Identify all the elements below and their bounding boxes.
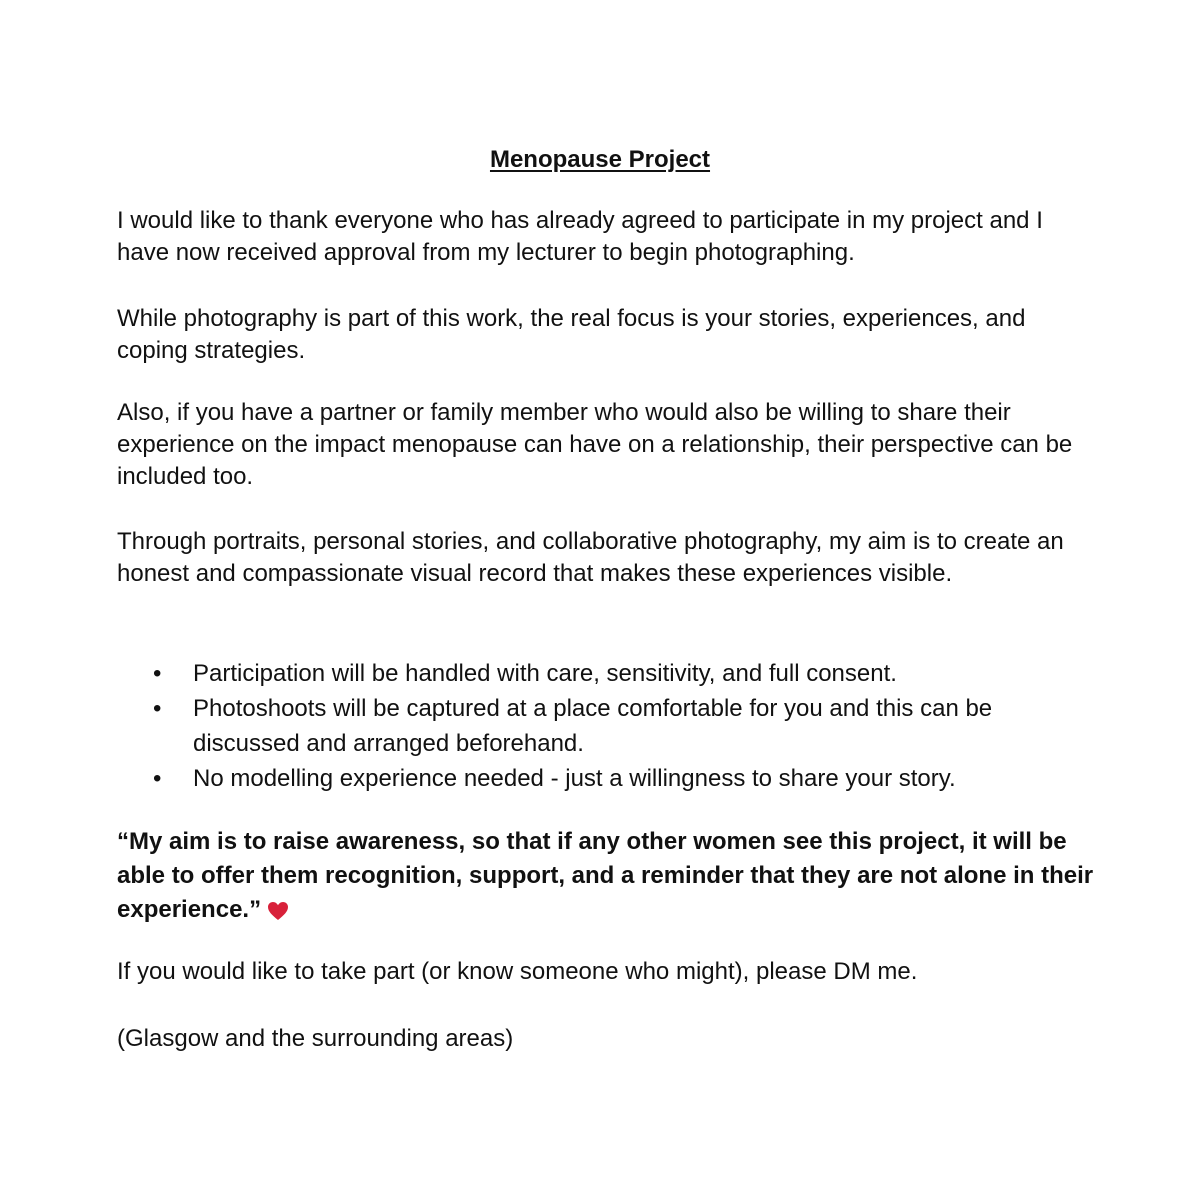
paragraph-thanks: I would like to thank everyone who has already agreed to participate in my project and I have now received approval from my lecturer to begin photographing. — [117, 207, 1043, 266]
bullet-list — [117, 656, 1097, 796]
location-note: (Glasgow and the surrounding areas) — [117, 1025, 514, 1052]
bullet-item-location: • Photoshoots will be captured at a place comfortable for you and this can be discussed and arranged beforehand. — [117, 691, 1097, 761]
quote-block — [117, 825, 1097, 927]
bullet-item-consent: • Participation will be handled with care, sensitivity, and full consent. — [117, 656, 1097, 691]
call-to-action: If you would like to take part (or know someone who might), please DM me. — [117, 958, 918, 985]
paragraph-focus: While photography is part of this work, the real focus is your stories, experiences, and coping strategies. — [117, 305, 1026, 364]
red-heart-icon — [267, 901, 289, 921]
paragraph-partner: Also, if you have a partner or family member who would also be willing to share their experience on the impact menopause can have on a relationship, their perspective can be included too. — [117, 399, 1073, 490]
bullet-item-experience: • No modelling experience needed - just a willingness to share your story. — [117, 761, 1097, 796]
document-title: Menopause Project — [489, 146, 711, 173]
paragraph-aim: Through portraits, personal stories, and collaborative photography, my aim is to create an honest and compassionate visual record that makes these experiences visible. — [117, 528, 1064, 587]
quote-text: “My aim is to raise awareness, so that if any other women see this project, it will be able to offer them recognition, support, and a reminder that they are not alone in their experience.” — [117, 828, 1094, 923]
